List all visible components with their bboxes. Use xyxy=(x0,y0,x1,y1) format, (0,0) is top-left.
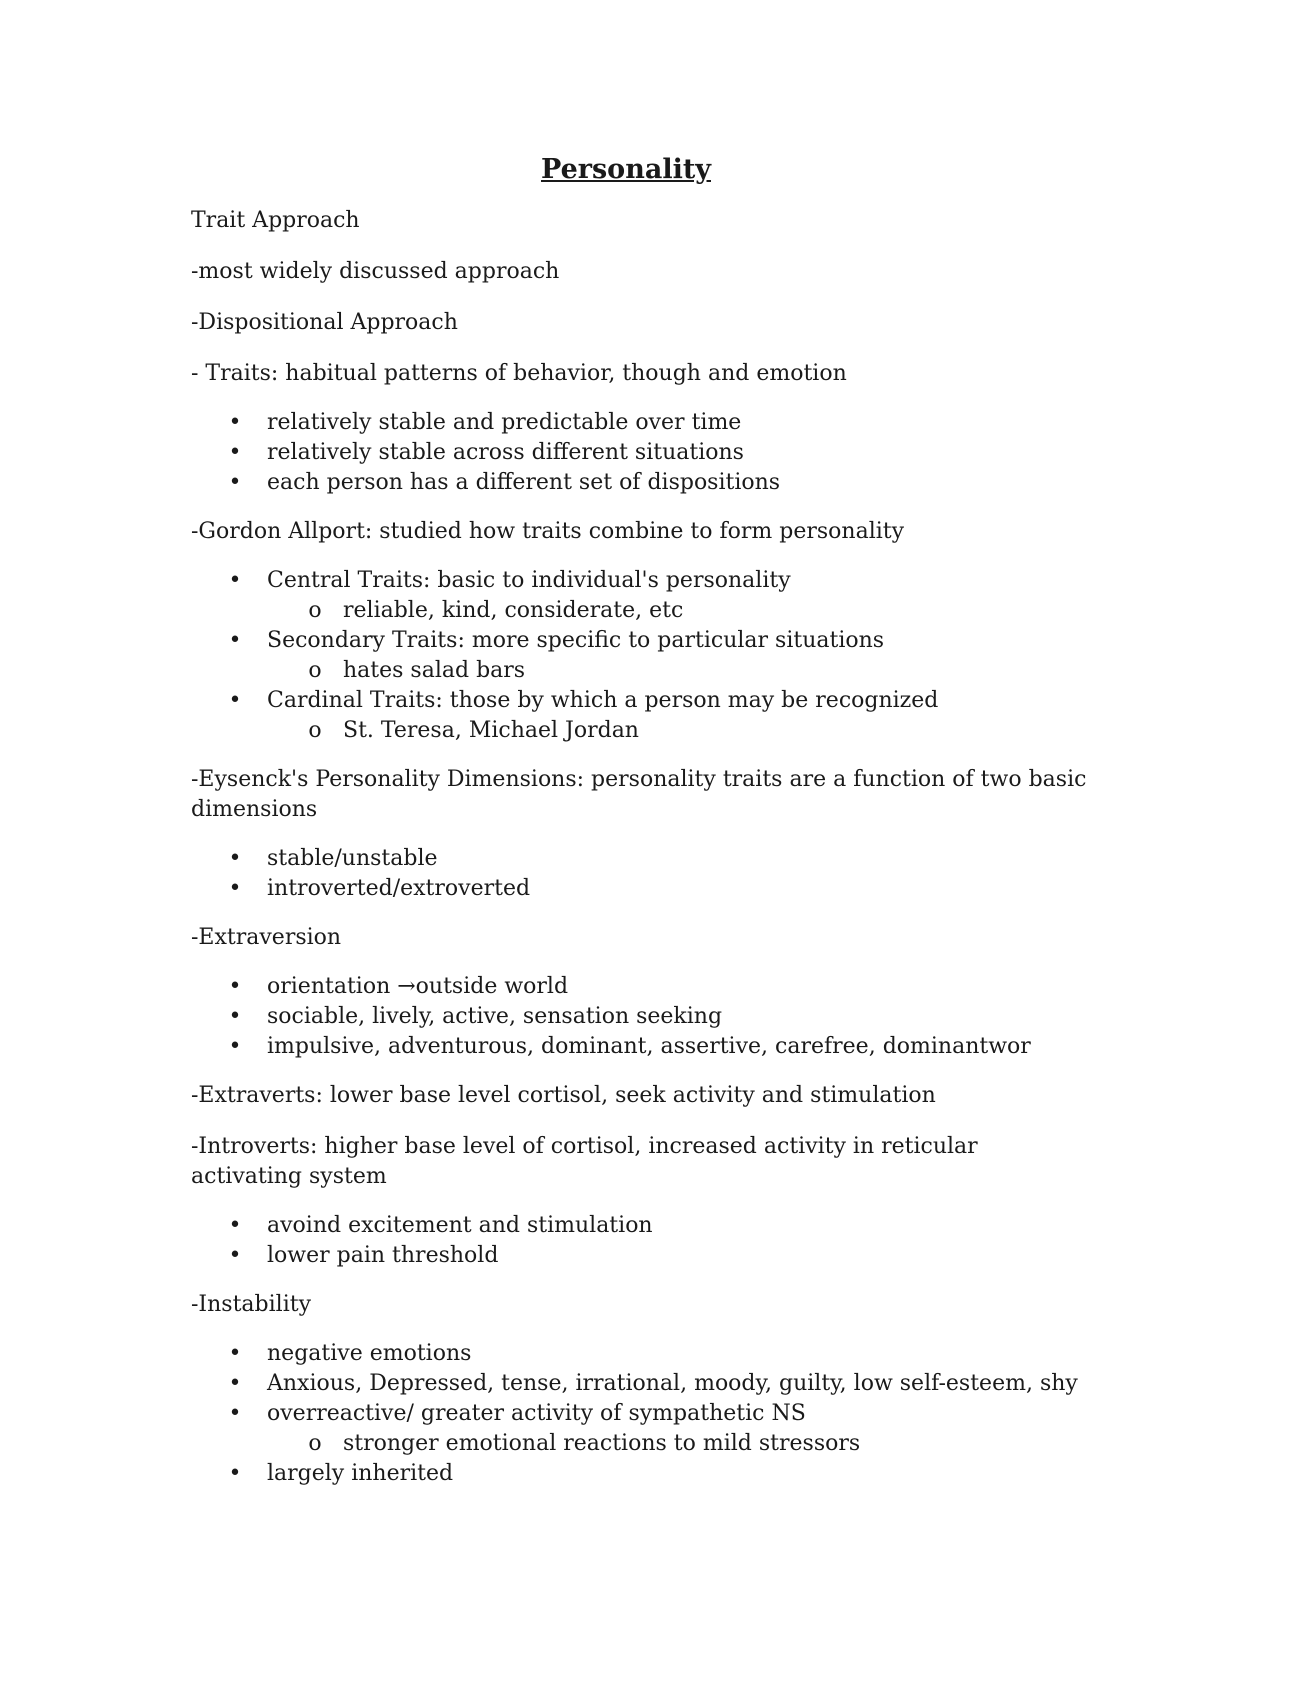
circle-bullet-icon: o xyxy=(308,658,322,683)
bullet-list xyxy=(191,408,1091,498)
sub-list xyxy=(267,1429,1091,1459)
list-item xyxy=(191,874,1091,904)
bullet-list xyxy=(191,1211,1091,1271)
sub-list-item xyxy=(267,1429,1091,1459)
list-item-text: lower pain threshold xyxy=(267,1243,499,1268)
list-item xyxy=(191,1211,1091,1241)
sub-list-item-text: hates salad bars xyxy=(343,658,526,683)
bullet-icon: • xyxy=(228,1461,242,1486)
list-item-text: orientation →outside world xyxy=(267,974,569,999)
list-item xyxy=(191,1339,1091,1369)
list-item-text: relatively stable across different situations xyxy=(267,440,744,465)
sub-list-item-text: stronger emotional reactions to mild stressors xyxy=(343,1431,861,1456)
list-item-text: Cardinal Traits: those by which a person may be recognized xyxy=(267,688,939,713)
list-item xyxy=(191,686,1091,746)
list-item xyxy=(191,468,1091,498)
list-item-text: sociable, lively, active, sensation seeking xyxy=(267,1004,723,1029)
sub-list xyxy=(267,716,1091,746)
list-item-text: overreactive/ greater activity of sympathetic NS xyxy=(267,1401,806,1426)
bullet-icon: • xyxy=(228,1401,242,1426)
circle-bullet-icon: o xyxy=(308,1431,322,1456)
sub-list xyxy=(267,596,1091,626)
paragraph: -Extraverts: lower base level cortisol, seek activity and stimulation xyxy=(191,1083,936,1108)
list-item xyxy=(191,1032,1091,1062)
bullet-icon: • xyxy=(228,1243,242,1268)
list-item xyxy=(191,1369,1091,1399)
list-item xyxy=(191,1002,1091,1032)
circle-bullet-icon: o xyxy=(308,598,322,623)
list-item xyxy=(191,408,1091,438)
bullet-icon: • xyxy=(228,410,242,435)
bullet-list xyxy=(191,972,1091,1062)
bullet-icon: • xyxy=(228,1341,242,1366)
page-title: Personality xyxy=(541,154,711,185)
paragraph: -Extraversion xyxy=(191,925,342,950)
list-item-text: introverted/extroverted xyxy=(267,876,531,901)
list-item-text: Secondary Traits: more specific to particular situations xyxy=(267,628,885,653)
paragraph: -Instability xyxy=(191,1292,312,1317)
paragraph: - Traits: habitual patterns of behavior, though and emotion xyxy=(191,361,847,386)
bullet-icon: • xyxy=(228,974,242,999)
bullet-icon: • xyxy=(228,440,242,465)
list-item xyxy=(191,438,1091,468)
bullet-list xyxy=(191,566,1091,746)
list-item-text: avoind excitement and stimulation xyxy=(267,1213,653,1238)
bullet-icon: • xyxy=(228,1004,242,1029)
bullet-icon: • xyxy=(228,628,242,653)
sub-list-item xyxy=(267,716,1091,746)
notes-sections xyxy=(191,206,1091,1489)
list-item-text: each person has a different set of dispositions xyxy=(267,470,781,495)
sub-list-item-text: St. Teresa, Michael Jordan xyxy=(343,718,639,743)
list-item-text: impulsive, adventurous, dominant, assertive, carefree, dominantwor xyxy=(267,1034,1031,1059)
paragraph: -Eysenck's Personality Dimensions: personality traits are a function of two basic dimensions xyxy=(191,767,1087,822)
bullet-icon: • xyxy=(228,876,242,901)
paragraph: -Gordon Allport: studied how traits combine to form personality xyxy=(191,519,905,544)
list-item-text: negative emotions xyxy=(267,1341,472,1366)
list-item-text: Anxious, Depressed, tense, irrational, moody, guilty, low self-esteem, shy xyxy=(267,1371,1078,1396)
sub-list-item xyxy=(267,596,1091,626)
list-item-text: relatively stable and predictable over time xyxy=(267,410,742,435)
sub-list xyxy=(267,656,1091,686)
list-item-text: stable/unstable xyxy=(267,846,438,871)
list-item-text: Central Traits: basic to individual's personality xyxy=(267,568,791,593)
list-item xyxy=(191,844,1091,874)
bullet-icon: • xyxy=(228,568,242,593)
bullet-icon: • xyxy=(228,470,242,495)
bullet-icon: • xyxy=(228,1213,242,1238)
bullet-icon: • xyxy=(228,846,242,871)
list-item-text: largely inherited xyxy=(267,1461,454,1486)
bullet-icon: • xyxy=(228,1034,242,1059)
bullet-list xyxy=(191,1339,1091,1489)
list-item xyxy=(191,1459,1091,1489)
list-item xyxy=(191,1241,1091,1271)
list-item xyxy=(191,626,1091,686)
paragraph: Trait Approach xyxy=(191,208,360,233)
bullet-list xyxy=(191,844,1091,904)
document-body xyxy=(191,150,1091,1508)
list-item xyxy=(191,972,1091,1002)
bullet-icon: • xyxy=(228,688,242,713)
paragraph: -Dispositional Approach xyxy=(191,310,458,335)
paragraph: -most widely discussed approach xyxy=(191,259,560,284)
sub-list-item xyxy=(267,656,1091,686)
paragraph: -Introverts: higher base level of cortisol, increased activity in reticular activating system xyxy=(191,1134,978,1189)
circle-bullet-icon: o xyxy=(308,718,322,743)
bullet-icon: • xyxy=(228,1371,242,1396)
list-item xyxy=(191,566,1091,626)
sub-list-item-text: reliable, kind, considerate, etc xyxy=(343,598,684,623)
list-item xyxy=(191,1399,1091,1459)
